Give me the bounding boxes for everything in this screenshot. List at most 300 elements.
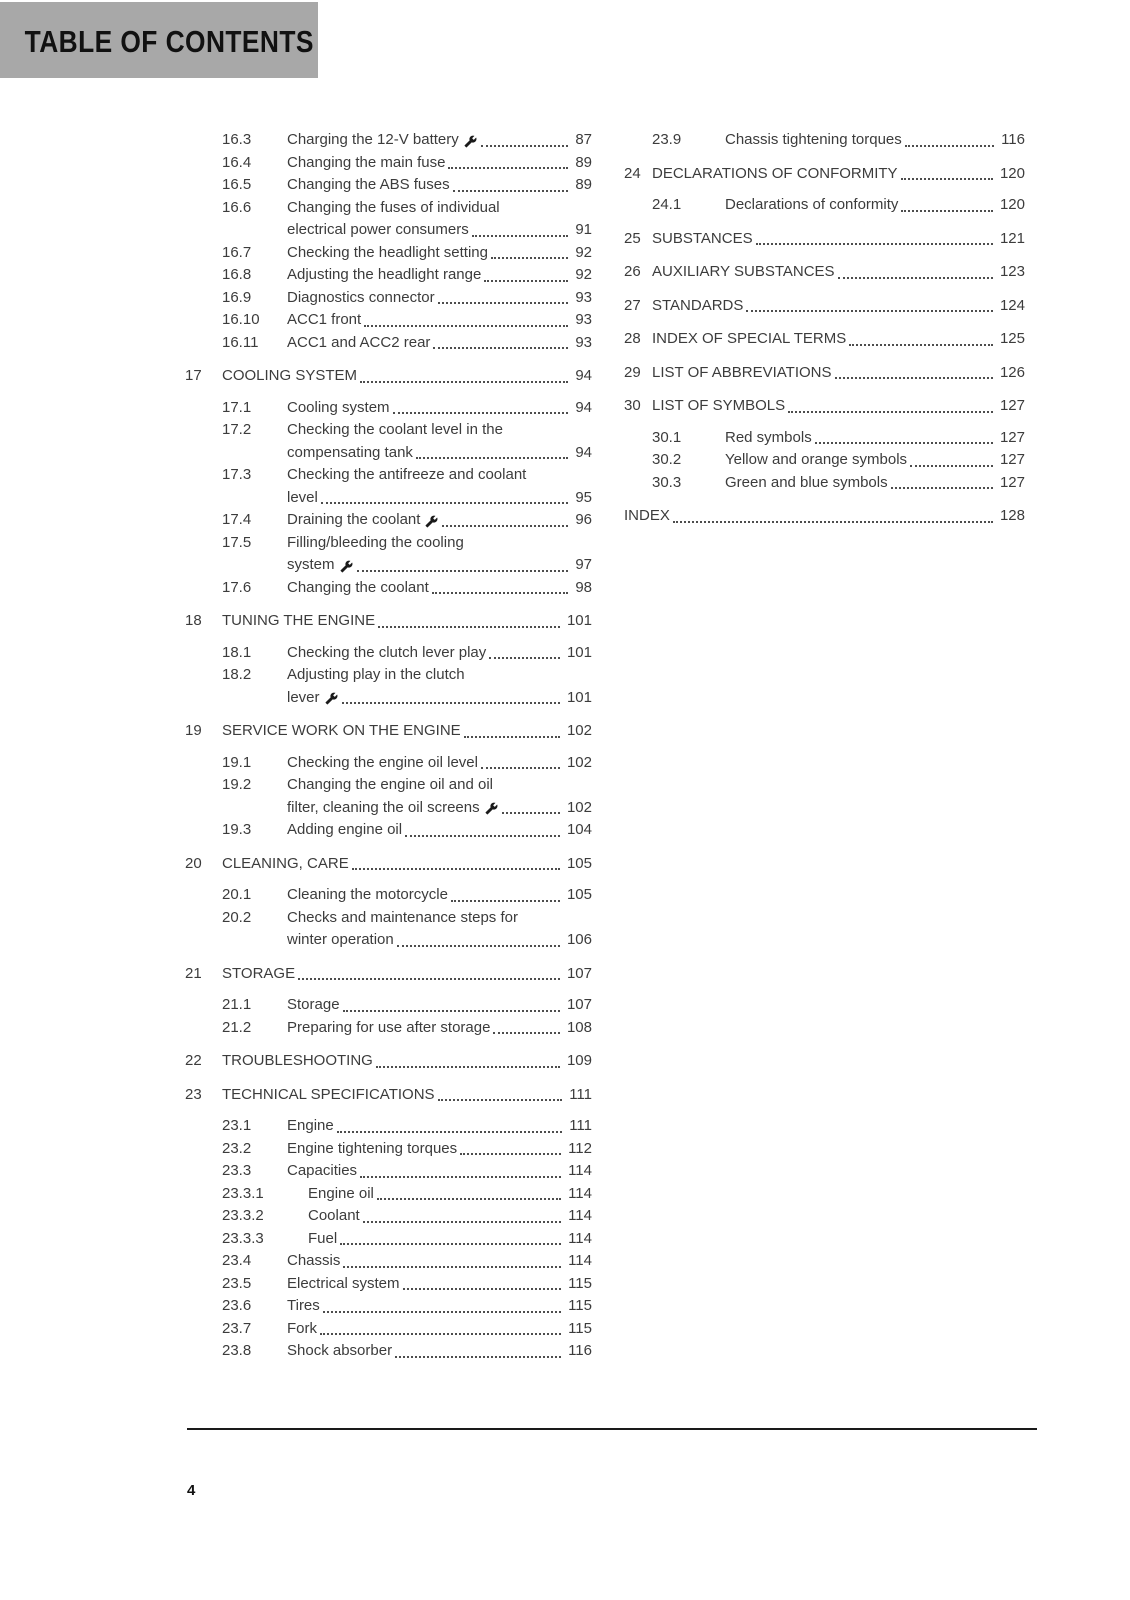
toc-entry-line xyxy=(287,309,592,332)
toc-entry-body xyxy=(287,242,592,265)
toc-entry-line xyxy=(287,242,592,265)
toc-entry-page: 105 xyxy=(566,854,592,872)
dot-leader xyxy=(849,344,993,346)
toc-entry xyxy=(185,1250,592,1273)
toc-entry xyxy=(624,505,1025,528)
toc-entry-line xyxy=(287,1340,592,1363)
toc-entry-page: 114 xyxy=(568,1229,592,1247)
toc-entry-number: 16.4 xyxy=(222,153,252,171)
wrench-icon xyxy=(485,802,498,815)
toc-entry-page: 128 xyxy=(999,507,1025,524)
toc-entry-body xyxy=(725,129,1025,152)
toc-entry-page: 106 xyxy=(566,931,592,948)
dot-leader xyxy=(901,178,993,180)
toc-entry-line xyxy=(287,664,592,687)
dot-leader xyxy=(323,1311,561,1313)
toc-entry xyxy=(185,242,592,265)
toc-entry-title: Charging the 12-V battery xyxy=(287,131,459,148)
dot-leader xyxy=(472,235,569,237)
toc-entry xyxy=(185,1228,592,1251)
toc-entry xyxy=(624,228,1025,251)
toc-entry-page: 123 xyxy=(999,263,1025,280)
toc-entry-body xyxy=(222,963,592,986)
toc-entry-page: 89 xyxy=(575,153,592,171)
toc-entry-title: Adjusting the headlight range xyxy=(287,266,482,283)
dot-leader xyxy=(343,1010,560,1012)
toc-entry-number: 30.2 xyxy=(652,451,682,468)
toc-entry-line xyxy=(624,505,1025,528)
toc-entry-number: 21.1 xyxy=(222,996,252,1013)
toc-entry xyxy=(624,449,1025,472)
dot-leader xyxy=(340,1243,561,1245)
toc-entry-title: Changing the engine oil and oil xyxy=(287,776,493,793)
toc-entry-body xyxy=(287,174,592,197)
toc-entry xyxy=(624,395,1025,418)
toc-entry-number: 23.7 xyxy=(222,1319,252,1337)
toc-entry-line xyxy=(287,1295,592,1318)
dot-leader xyxy=(337,1131,562,1133)
toc-entry-title: Engine oil xyxy=(308,1184,374,1202)
toc-entry-page: 120 xyxy=(999,164,1025,182)
toc-entry-title: Fuel xyxy=(308,1229,338,1247)
toc-entry-line xyxy=(287,419,592,442)
toc-entry-number: 19 xyxy=(185,722,202,739)
toc-entry-page: 96 xyxy=(575,511,592,528)
toc-entry-line xyxy=(287,1115,592,1138)
toc-entry-title: Checking the headlight setting xyxy=(287,243,488,261)
toc-entry-line xyxy=(287,1017,592,1040)
toc-entry-number: 16.6 xyxy=(222,198,252,216)
toc-entry-title: winter operation xyxy=(287,931,394,948)
toc-entry xyxy=(185,1205,592,1228)
toc-entry-page: 94 xyxy=(575,367,592,384)
toc-entry-number: 21.2 xyxy=(222,1018,252,1036)
toc-entry-title: Changing the ABS fuses xyxy=(287,176,450,193)
toc-entry-body xyxy=(222,610,592,633)
toc-entry-number: 28 xyxy=(624,330,641,347)
dot-leader xyxy=(393,412,569,414)
toc-entry-line xyxy=(287,929,592,952)
toc-entry-title: STORAGE xyxy=(222,964,296,982)
dot-leader xyxy=(502,812,560,814)
toc-entry-body xyxy=(287,664,592,709)
dot-leader xyxy=(481,767,560,769)
toc-entry-title: LIST OF ABBREVIATIONS xyxy=(652,363,832,381)
toc-entry-body xyxy=(287,1250,592,1273)
dot-leader xyxy=(835,377,993,379)
toc-entry-body xyxy=(287,464,592,509)
toc-entry-body xyxy=(287,152,592,175)
toc-entry-number: 17.4 xyxy=(222,511,252,528)
toc-entry-body xyxy=(652,228,1025,251)
toc-entry-line xyxy=(222,1050,592,1073)
toc-entry-title: Adding engine oil xyxy=(287,821,403,838)
toc-entry-number: 17.5 xyxy=(222,533,252,551)
toc-entry-line xyxy=(287,774,592,797)
toc-entry-title: Fork xyxy=(287,1319,317,1337)
toc-entry-number: 23 xyxy=(185,1085,202,1103)
toc-entry-number: 23.1 xyxy=(222,1117,252,1134)
dot-leader xyxy=(448,167,568,169)
dot-leader xyxy=(320,1333,561,1335)
toc-entry-title: Electrical system xyxy=(287,1274,400,1292)
toc-entry-line xyxy=(725,472,1025,495)
toc-entry xyxy=(185,853,592,876)
toc-entry-line xyxy=(287,332,592,355)
toc-entry-page: 125 xyxy=(999,330,1025,347)
toc-entry-page: 124 xyxy=(999,296,1025,314)
toc-entry-page: 92 xyxy=(575,243,592,261)
toc-entry-body xyxy=(308,1205,592,1228)
toc-entry-number: 24 xyxy=(624,164,641,182)
toc-entry xyxy=(185,365,592,388)
toc-entry-body xyxy=(308,1228,592,1251)
toc-entry-number: 20.1 xyxy=(222,886,252,903)
toc-entry-line xyxy=(222,610,592,633)
toc-entry-number: 23.3.2 xyxy=(222,1207,264,1224)
toc-entry-body xyxy=(652,261,1025,284)
toc-entry-title: Checking the clutch lever play xyxy=(287,643,487,661)
toc-entry-line xyxy=(287,487,592,510)
dot-leader xyxy=(746,310,993,312)
toc-entry-title: Shock absorber xyxy=(287,1342,393,1359)
dot-leader xyxy=(815,442,993,444)
toc-entry-page: 116 xyxy=(1001,131,1025,148)
toc-entry xyxy=(185,532,592,577)
toc-entry-line xyxy=(308,1205,592,1228)
toc-entry-page: 112 xyxy=(568,1139,592,1157)
toc-entry-number: 23.9 xyxy=(652,131,682,148)
toc-entry xyxy=(185,464,592,509)
toc-entry-title: Filling/bleeding the cooling xyxy=(287,533,464,551)
toc-entry-title: ACC1 and ACC2 rear xyxy=(287,333,431,351)
toc-entry-line xyxy=(287,152,592,175)
toc-entry-line xyxy=(652,295,1025,318)
toc-entry xyxy=(185,419,592,464)
dot-leader xyxy=(438,1099,563,1101)
toc-entry xyxy=(185,664,592,709)
toc-entry-page: 93 xyxy=(575,333,592,351)
toc-entry-number: 23.3 xyxy=(222,1162,252,1179)
toc-entry-line xyxy=(287,464,592,487)
toc-entry-title: Changing the fuses of individual xyxy=(287,198,500,216)
toc-entry-page: 127 xyxy=(999,397,1025,414)
toc-entry-body xyxy=(652,295,1025,318)
toc-entry-body xyxy=(287,1160,592,1183)
toc-entry xyxy=(185,197,592,242)
toc-entry-page: 94 xyxy=(575,398,592,416)
toc-entry-page: 116 xyxy=(568,1342,592,1359)
toc-entry-body xyxy=(287,819,592,842)
toc-entry-body xyxy=(725,472,1025,495)
toc-entry-line xyxy=(287,907,592,930)
toc-entry-line xyxy=(725,449,1025,472)
toc-entry-number: 18 xyxy=(185,612,202,629)
dot-leader xyxy=(491,257,568,259)
toc-entry-page: 95 xyxy=(575,488,592,506)
toc-entry-body xyxy=(287,1318,592,1341)
toc-entry-page: 127 xyxy=(999,428,1025,446)
toc-entry-number: 30.1 xyxy=(652,428,682,446)
toc-entry-body xyxy=(287,419,592,464)
toc-entry-body xyxy=(287,509,592,532)
toc-entry xyxy=(624,163,1025,186)
toc-entry-number: 23.6 xyxy=(222,1297,252,1314)
toc-entry-line xyxy=(725,427,1025,450)
toc-entry-body xyxy=(725,449,1025,472)
toc-entry-page: 102 xyxy=(566,722,592,739)
dot-leader xyxy=(905,145,994,147)
toc-entry-body xyxy=(287,884,592,907)
toc-entry-title: Adjusting play in the clutch xyxy=(287,666,465,683)
dot-leader xyxy=(788,411,993,413)
toc-entry xyxy=(624,261,1025,284)
dot-leader xyxy=(342,702,560,704)
toc-entry-body xyxy=(308,1183,592,1206)
toc-entry-line xyxy=(287,1160,592,1183)
dot-leader xyxy=(453,190,569,192)
toc-entry-page: 127 xyxy=(999,451,1025,468)
toc-entry-line xyxy=(652,228,1025,251)
dot-leader xyxy=(376,1066,560,1068)
toc-entry-title: Checking the antifreeze and coolant xyxy=(287,466,527,483)
toc-entry xyxy=(185,884,592,907)
toc-entry-title: Yellow and orange symbols xyxy=(725,451,908,468)
toc-entry-line xyxy=(287,1138,592,1161)
toc-entry-page: 127 xyxy=(999,473,1025,491)
toc-entry-body xyxy=(287,197,592,242)
toc-entry-title: Tires xyxy=(287,1297,320,1314)
toc-entry-page: 108 xyxy=(566,1018,592,1036)
toc-entry-body xyxy=(287,1340,592,1363)
toc-entry-number: 21 xyxy=(185,964,202,982)
toc-entry-body xyxy=(222,853,592,876)
wrench-icon xyxy=(325,692,338,705)
toc-entry-body xyxy=(287,532,592,577)
toc-entry-title: DECLARATIONS OF CONFORMITY xyxy=(652,164,898,182)
dot-leader xyxy=(343,1266,561,1268)
toc-entry-body xyxy=(287,264,592,287)
toc-entry-number: 16.3 xyxy=(222,131,252,148)
toc-entry-page: 91 xyxy=(575,221,592,238)
toc-entry-title: TECHNICAL SPECIFICATIONS xyxy=(222,1085,435,1103)
toc-entry-number: 17.1 xyxy=(222,398,252,416)
toc-entry-body xyxy=(624,505,1025,528)
toc-entry-line xyxy=(287,642,592,665)
toc-entry xyxy=(185,1183,592,1206)
toc-entry-body xyxy=(287,774,592,819)
toc-entry xyxy=(185,152,592,175)
toc-entry-page: 102 xyxy=(566,798,592,816)
toc-entry-title: Engine xyxy=(287,1117,334,1134)
toc-entry-line xyxy=(287,577,592,600)
toc-entry-body xyxy=(222,1084,592,1107)
toc-entry xyxy=(185,907,592,952)
toc-entry xyxy=(185,264,592,287)
toc-entry-page: 93 xyxy=(575,288,592,306)
toc-entry-line xyxy=(652,395,1025,418)
toc-entry-line xyxy=(287,197,592,220)
toc-entry-number: 17.6 xyxy=(222,578,252,596)
toc-entry-page: 115 xyxy=(568,1274,592,1292)
wrench-icon xyxy=(425,515,438,528)
toc-entry xyxy=(185,287,592,310)
toc-entry xyxy=(185,1084,592,1107)
toc-entry-line xyxy=(222,963,592,986)
toc-entry xyxy=(185,1160,592,1183)
toc-entry-body xyxy=(725,427,1025,450)
toc-entry-title: COOLING SYSTEM xyxy=(222,367,358,384)
toc-entry-page: 109 xyxy=(566,1052,592,1069)
toc-entry-body xyxy=(287,129,592,152)
toc-entry xyxy=(185,720,592,743)
toc-entry xyxy=(185,1115,592,1138)
dot-leader xyxy=(838,277,993,279)
toc-entry-body xyxy=(652,163,1025,186)
toc-entry-page: 114 xyxy=(568,1252,592,1269)
toc-entry xyxy=(185,509,592,532)
toc-entry-page: 111 xyxy=(569,1085,592,1103)
toc-entry-number: 16.5 xyxy=(222,176,252,193)
toc-entry-number: 16.10 xyxy=(222,311,260,328)
toc-entry-number: 19.1 xyxy=(222,753,252,771)
toc-entry-body xyxy=(222,365,592,388)
toc-entry-line xyxy=(287,264,592,287)
toc-entry-line xyxy=(308,1183,592,1206)
toc-entry-line xyxy=(287,397,592,420)
toc-entry-title: Checks and maintenance steps for xyxy=(287,908,518,926)
page-header xyxy=(0,2,318,78)
toc-entry-page: 87 xyxy=(575,131,592,148)
toc-entry-title: INDEX OF SPECIAL TERMS xyxy=(652,330,847,347)
toc-entry-line xyxy=(287,752,592,775)
toc-entry-number: 23.2 xyxy=(222,1139,252,1157)
toc-entry-line xyxy=(652,261,1025,284)
toc-entry-page: 94 xyxy=(575,443,592,461)
toc-entry-page: 111 xyxy=(569,1117,592,1134)
dot-leader xyxy=(416,457,568,459)
toc-entry-number: 20 xyxy=(185,854,202,872)
toc-entry-line xyxy=(725,194,1025,217)
toc-entry-line xyxy=(287,287,592,310)
toc-entry-body xyxy=(287,287,592,310)
dot-leader xyxy=(363,1221,561,1223)
dot-leader xyxy=(357,570,569,572)
toc-entry-title: Storage xyxy=(287,996,340,1013)
toc-entry-line xyxy=(287,442,592,465)
dot-leader xyxy=(397,945,560,947)
toc-entry-body xyxy=(287,1295,592,1318)
toc-entry-body xyxy=(652,362,1025,385)
toc-entry-number: 16.11 xyxy=(222,333,259,351)
toc-entry-title: Checking the engine oil level xyxy=(287,753,478,771)
toc-entry-title: CLEANING, CARE xyxy=(222,854,349,872)
toc-entry xyxy=(624,328,1025,351)
toc-entry xyxy=(185,642,592,665)
dot-leader xyxy=(673,521,993,523)
toc-entry xyxy=(185,1050,592,1073)
toc-entry-line xyxy=(287,174,592,197)
wrench-icon xyxy=(340,560,353,573)
toc-entry-number: 18.1 xyxy=(222,643,252,661)
toc-entry-line xyxy=(287,1250,592,1273)
toc-column-left xyxy=(185,129,592,1363)
toc-entry-title: Diagnostics connector xyxy=(287,288,435,306)
toc-entry-body xyxy=(287,309,592,332)
toc-entry-title: filter, cleaning the oil screens xyxy=(287,798,480,816)
toc-entry xyxy=(185,1340,592,1363)
toc-entry-body xyxy=(222,720,592,743)
toc-entry xyxy=(185,577,592,600)
toc-entry-title: AUXILIARY SUBSTANCES xyxy=(652,263,835,280)
toc-entry-body xyxy=(287,332,592,355)
toc-entry xyxy=(185,819,592,842)
toc-entry xyxy=(624,472,1025,495)
toc-entry-number: 22 xyxy=(185,1052,202,1069)
toc-entry xyxy=(624,427,1025,450)
toc-entry-page: 114 xyxy=(568,1162,592,1179)
toc-entry-number: 18.2 xyxy=(222,666,252,683)
dot-leader xyxy=(442,525,568,527)
toc-entry-page: 121 xyxy=(999,229,1025,247)
dot-leader xyxy=(403,1288,562,1290)
dot-leader xyxy=(438,302,569,304)
dot-leader xyxy=(493,1032,560,1034)
dot-leader xyxy=(901,210,993,212)
toc-entry-title: INDEX xyxy=(624,507,670,524)
toc-entry-title: Green and blue symbols xyxy=(725,473,888,491)
toc-entry-title: SERVICE WORK ON THE ENGINE xyxy=(222,722,461,739)
toc-entry-body xyxy=(287,1115,592,1138)
toc-entry-body xyxy=(287,1138,592,1161)
toc-entry-page: 92 xyxy=(575,266,592,283)
toc-entry-page: 98 xyxy=(575,578,592,596)
toc-entry-body xyxy=(287,1273,592,1296)
toc-entry-number: 16.7 xyxy=(222,243,252,261)
toc-entry-title: ACC1 front xyxy=(287,311,362,328)
toc-entry-title: Changing the coolant xyxy=(287,578,429,596)
toc-entry-body xyxy=(287,994,592,1017)
toc-entry-number: 16.9 xyxy=(222,288,252,306)
toc-entry-title: Red symbols xyxy=(725,428,812,446)
toc-entry-page: 93 xyxy=(575,311,592,328)
toc-entry-body xyxy=(725,194,1025,217)
dot-leader xyxy=(464,736,560,738)
toc-entry-number: 23.3.1 xyxy=(222,1184,264,1202)
toc-entry-line xyxy=(222,853,592,876)
toc-entry-number: 23.4 xyxy=(222,1252,252,1269)
toc-entry-title: compensating tank xyxy=(287,443,413,461)
dot-leader xyxy=(891,487,993,489)
toc-entry-page: 101 xyxy=(566,688,592,706)
toc-entry-number: 19.3 xyxy=(222,821,252,838)
toc-entry-title: SUBSTANCES xyxy=(652,229,753,247)
toc-entry-page: 105 xyxy=(566,886,592,903)
toc-entry xyxy=(185,1017,592,1040)
toc-entry-line xyxy=(287,884,592,907)
toc-entry-page: 107 xyxy=(566,964,592,982)
toc-entry-title: Preparing for use after storage xyxy=(287,1018,491,1036)
toc-entry-line xyxy=(222,720,592,743)
dot-leader xyxy=(364,325,568,327)
toc-entry xyxy=(185,610,592,633)
toc-entry-page: 101 xyxy=(566,643,592,661)
toc-entry-body xyxy=(287,1017,592,1040)
toc-entry-title: system xyxy=(287,556,335,573)
toc-entry-line xyxy=(287,129,592,152)
dot-leader xyxy=(377,1198,561,1200)
page-title: TABLE OF CONTENTS xyxy=(24,24,314,59)
